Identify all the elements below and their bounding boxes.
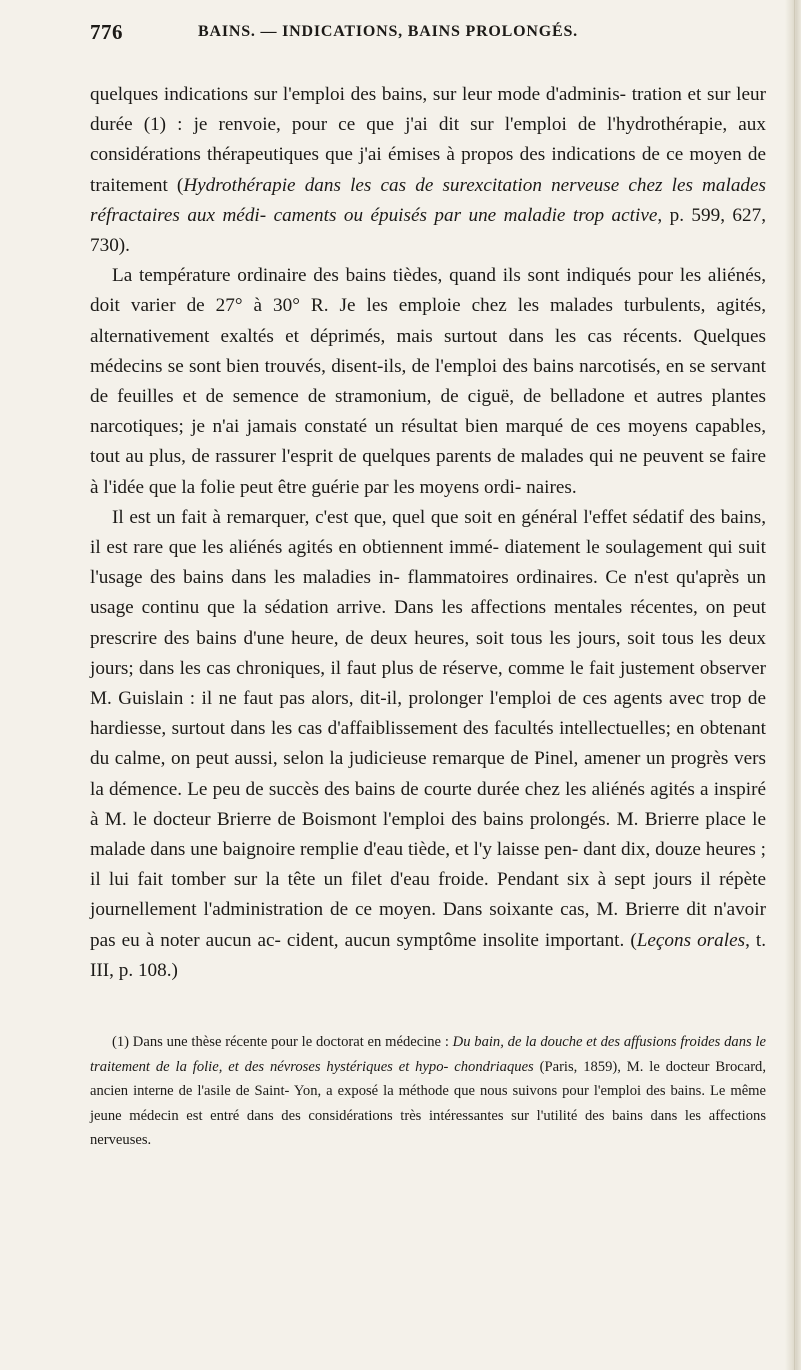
footnote-1-text: (1) Dans une thèse récente pour le doctorat en médecine : bbox=[112, 1034, 453, 1050]
paragraph-3-end: , t. III, p. 108.) bbox=[90, 929, 766, 981]
footnotes bbox=[90, 1030, 766, 1153]
running-head bbox=[90, 20, 772, 48]
paragraph-3-text: Il est un fait à remarquer, c'est que, quel que soit en général l'effet sédatif des bains, il est rare que les aliénés agités en obtiennent immé- diatement le soulagement qui suit l'usage des bains dans les maladies in- flammatoires ordinaires. Ce n'est qu'après un usage continu que la sédation arrive. Dans les affections mentales récentes, on peut prescrire des bains d'une heure, de deux heures, soit tous les jours, soit tous les deux jours; dans les cas chroniques, il faut plus de réserve, comme le fait justement observer M. Guislain : il ne faut pas alors, dit-il, prolonger l'emploi de ces agents avec trop de hardiesse, surtout dans les cas d'affaiblissement des facultés intellectuelles; en obtenant du calme, on peut aussi, selon la judicieuse remarque de Pinel, amener un progrès vers la démence. Le peu de succès des bains de courte durée chez les aliénés agités a inspiré à M. le docteur Brierre de Boismont l'emploi des bains prolongés. M. Brierre place le malade dans une baignoire remplie d'eau tiède, et l'y laisse pen- dant dix, douze heures ; il lui fait tomber sur la tête un filet d'eau froide. Pendant six à sept jours il répète journellement l'administration de ce moyen. Dans soixante cas, M. Brierre dit n'avoir pas eu à noter aucun ac- cident, aucun symptôme insolite important. ( bbox=[90, 506, 766, 951]
running-title: BAINS. — INDICATIONS, BAINS PROLONGÉS. bbox=[198, 23, 578, 40]
footnote-1-end: (Paris, 1859), M. le docteur Brocard, ancien interne de l'asile de Saint- Yon, a exposé la méthode que nous suivons pour l'emploi des bains. Le même jeune médecin est entré dans des considérations très intéressantes sur l'utilité des bains dans les affections nerveuses. bbox=[90, 1058, 766, 1149]
paragraph-1 bbox=[90, 80, 766, 261]
paragraph-3 bbox=[90, 503, 766, 986]
page-edge bbox=[785, 0, 801, 1370]
page-number: 776 bbox=[90, 20, 123, 44]
footnote-1-italic: Du bain, de la douche et des affusions froides dans le traitement de la folie, et des névroses hystériques et hypo- chondriaques bbox=[90, 1034, 766, 1075]
paragraph-1-italic: Hydrothérapie dans les cas de surexcitation nerveuse chez les malades réfractaires aux médi- caments ou épuisés par une maladie trop active bbox=[90, 174, 767, 226]
page-edge-line bbox=[794, 0, 795, 1370]
paragraph-3-italic: Leçons orales bbox=[636, 929, 746, 951]
paragraph-1-end: , p. 599, 627, 730). bbox=[90, 204, 767, 257]
body-text bbox=[90, 80, 766, 986]
paragraph-1-text: quelques indications sur l'emploi des bains, sur leur mode d'adminis- tration et sur leur durée (1) : je renvoie, pour ce que j'ai dit sur l'emploi de l'hydrothérapie, aux considérations thérapeutiques que j'ai émises à propos des indications de ce moyen de traitement ( bbox=[90, 84, 766, 196]
footnote-1 bbox=[90, 1030, 766, 1153]
paragraph-2: La température ordinaire des bains tièdes, quand ils sont indiqués pour les aliénés, doit varier de 27° à 30° R. Je les emploie chez les malades turbulents, agités, alternativement exaltés et déprimés, mais surtout dans les cas récents. Quelques médecins se sont bien trouvés, disent-ils, de l'emploi des bains narcotisés, en se servant de feuilles et de semence de stramonium, de ciguë, de belladone et autres plantes narcotiques; je n'ai jamais constaté un résultat bien marqué de ces moyens capables, tout au plus, de rassurer l'esprit de quelques parents de malades qui ne peuvent se faire à l'idée que la folie peut être guérie par les moyens ordi- naires. bbox=[90, 265, 766, 498]
